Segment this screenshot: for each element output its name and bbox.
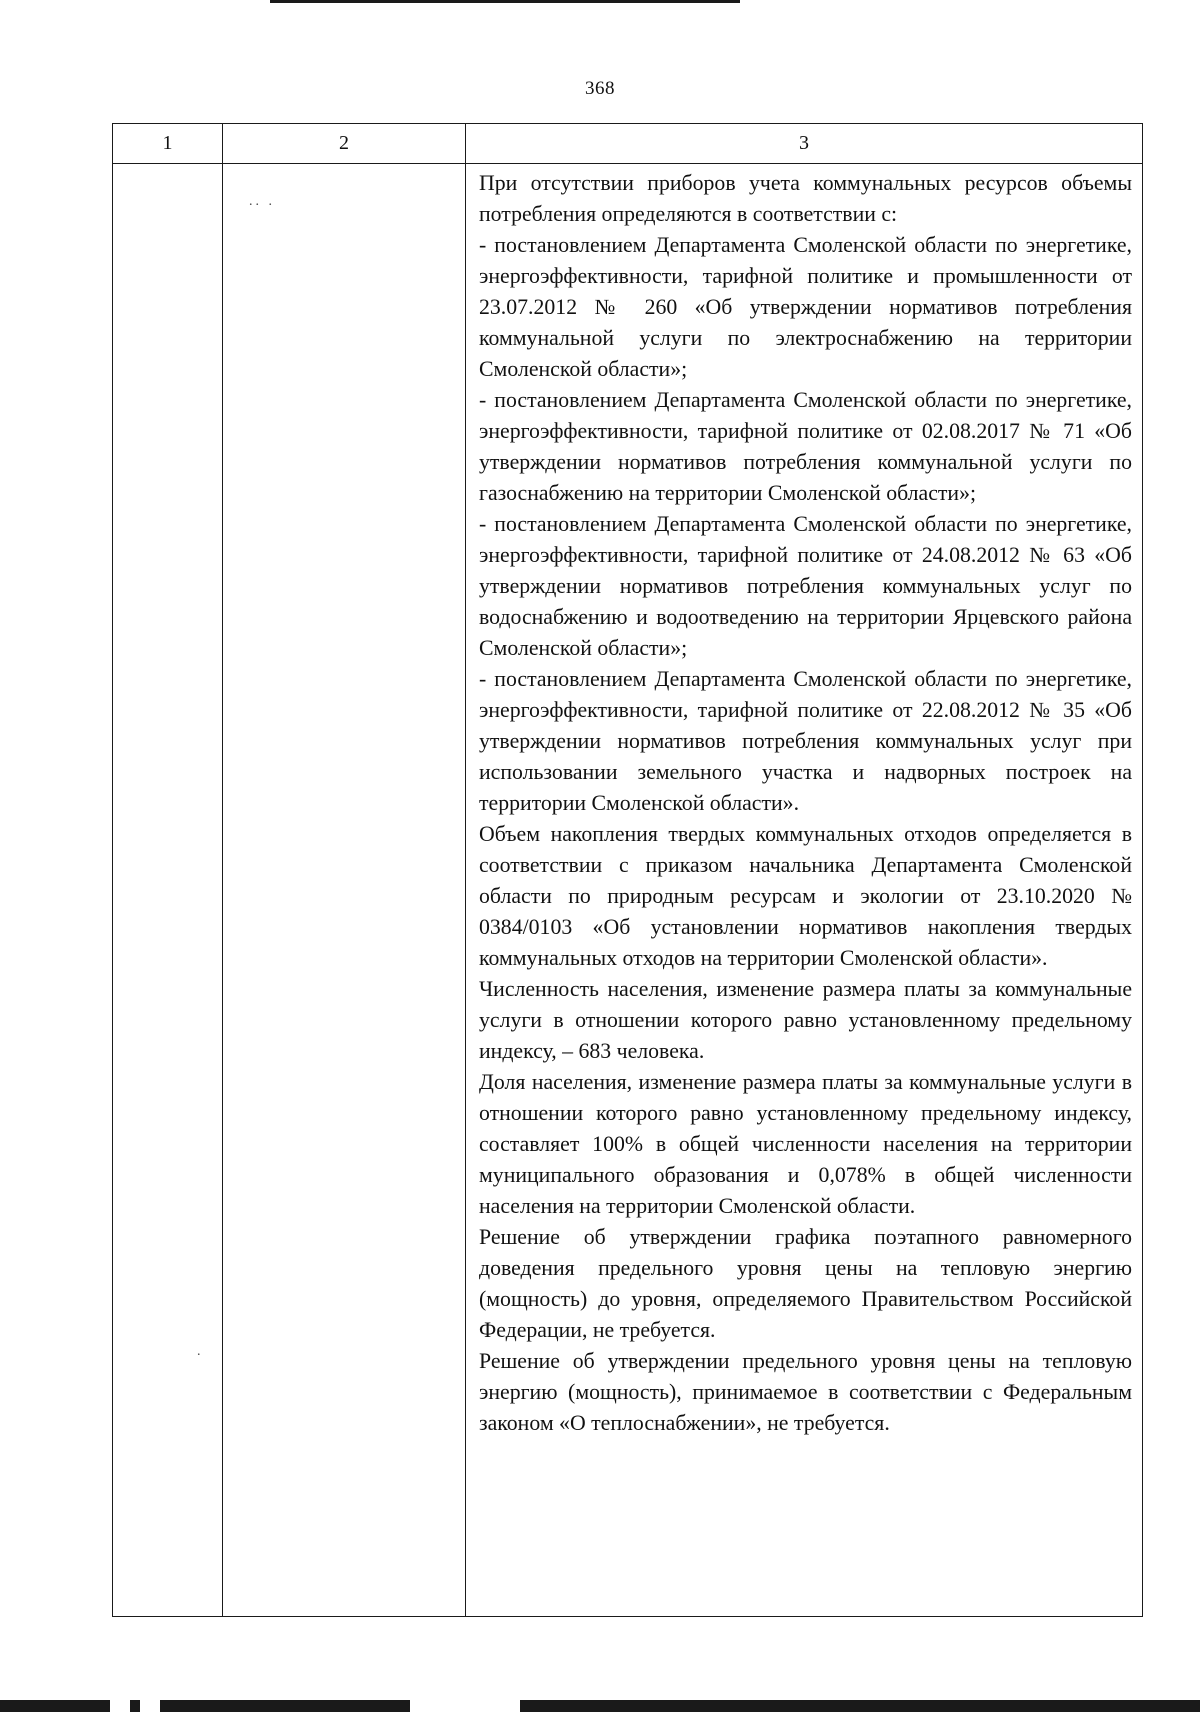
column-2-mark: .. . <box>249 194 275 209</box>
column-3-cell <box>466 164 1143 1617</box>
paragraph-population-share: Доля населения, изменение размера платы за коммунальные услуги в отношении которого равно установленному предельному индексу, составляет 100% в общей численности населения на территории муниципального образования и 0,078% в общей численности населения на территории Смоленской области. <box>479 1070 1132 1218</box>
column-header-3: 3 <box>466 124 1143 164</box>
paragraph-intro: При отсутствии приборов учета коммунальных ресурсов объемы потребления определяются в соответствии с: <box>479 171 1132 226</box>
paragraph-water-norms: - постановлением Департамента Смоленской области по энергетике, энергоэффективности, тарифной политике от 24.08.2012 № 63 «Об утверждении нормативов потребления коммунальных услуг по водоснабжению и водоотведению на территории Ярцевского района Смоленской области»; <box>479 512 1132 660</box>
scan-artifact-bottom <box>0 1700 110 1712</box>
paragraph-gas-norms: - постановлением Департамента Смоленской области по энергетике, энергоэффективности, тарифной политике от 02.08.2017 № 71 «Об утверждении нормативов потребления коммунальной услуги по газоснабжению на территории Смоленской области»; <box>479 388 1132 505</box>
column-header-2: 2 <box>223 124 466 164</box>
paragraph-population-count: Численность населения, изменение размера платы за коммунальные услуги в отношении которого равно установленному предельному индексу, – 683 человека. <box>479 977 1132 1063</box>
paragraph-land-plot-norms: - постановлением Департамента Смоленской области по энергетике, энергоэффективности, тарифной политике от 22.08.2012 № 35 «Об утверждении нормативов потребления коммунальных услуг при использовании земельного участка и надворных построек на территории Смоленской области». <box>479 667 1132 815</box>
column-1-cell <box>113 164 223 1617</box>
document-table <box>112 123 1143 1617</box>
column-header-1: 1 <box>113 124 223 164</box>
paragraph-heat-price-schedule: Решение об утверждении графика поэтапного равномерного доведения предельного уровня цены на тепловую энергию (мощность) до уровня, определяемого Правительством Российской Федерации, не требуется. <box>479 1225 1132 1342</box>
scan-artifact-bottom <box>130 1700 140 1712</box>
table-header-row <box>113 124 1143 164</box>
page-number: 368 <box>585 78 615 99</box>
paragraph-electricity-norms: - постановлением Департамента Смоленской области по энергетике, энергоэффективности, тарифной политике и промышленности от 23.07.2012 № 260 «Об утверждении нормативов потребления коммунальной услуги по электроснабжению на территории Смоленской области»; <box>479 233 1132 381</box>
table-row <box>113 164 1143 1617</box>
scan-artifact-bottom <box>160 1700 410 1712</box>
paragraph-solid-waste: Объем накопления твердых коммунальных отходов определяется в соответствии с приказом начальника Департамента Смоленской области по природным ресурсам и экологии от 23.10.2020 № 0384/0103 «Об установлении нормативов накопления твердых коммунальных отходов на территории Смоленской области». <box>479 822 1132 970</box>
scan-artifact-bottom <box>520 1700 1200 1712</box>
column-1-mark: . <box>197 1344 201 1359</box>
scan-artifact-top <box>270 0 740 3</box>
paragraph-heat-price-limit: Решение об утверждении предельного уровня цены на тепловую энергию (мощность), принимаемое в соответствии с Федеральным законом «О теплоснабжении», не требуется. <box>479 1349 1132 1435</box>
column-2-cell <box>223 164 466 1617</box>
